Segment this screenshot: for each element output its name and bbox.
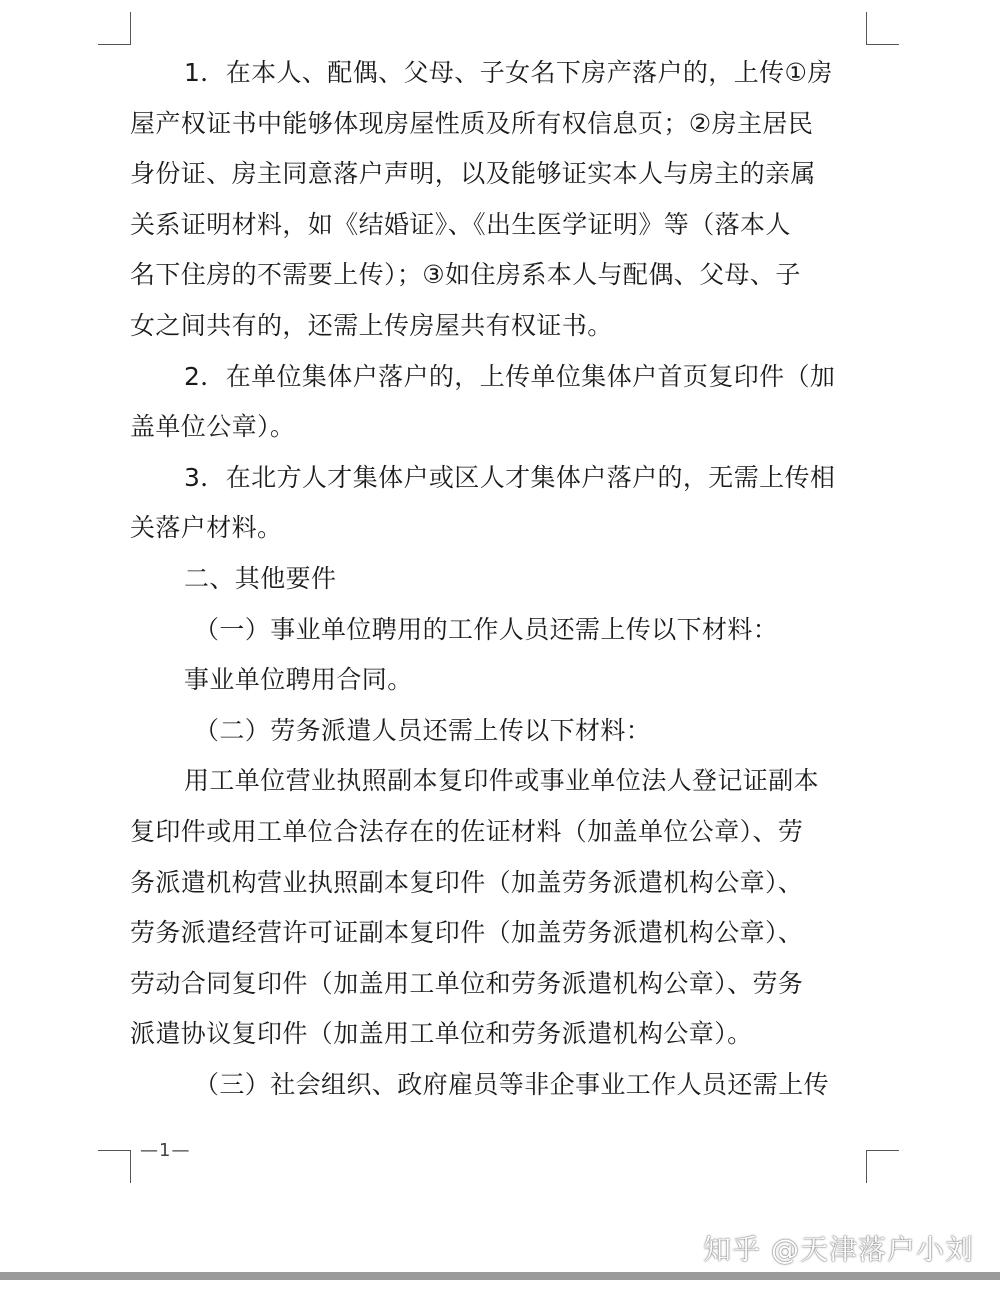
crop-mark-top-left [98,12,131,45]
text-line: 务派遣机构营业执照副本复印件（加盖劳务派遣机构公章）、 [130,867,804,897]
text-line: 名下住房的不需要上传）；③如住房系本人与配偶、父母、子 [130,260,801,290]
bottom-divider [0,1272,1000,1280]
text-line: （一）事业单位聘用的工作人员还需上传以下材料： [194,614,779,644]
text-line: （三）社会组织、政府雇员等非企事业工作人员还需上传 [194,1069,830,1099]
document-body [130,48,860,1110]
text-line: 1．在本人、配偶、父母、子女名下房产落户的，上传①房 [184,58,833,87]
text-line: 屋产权证书中能够体现房屋性质及所有权信息页；②房主居民 [130,108,814,138]
page-number: —1— [140,1140,191,1161]
crop-mark-bottom-right [866,1150,899,1183]
text-line: 事业单位聘用合同。 [184,665,413,695]
text-line: 女之间共有的，还需上传房屋共有权证书。 [130,310,613,340]
text-line: 3．在北方人才集体户或区人才集体户落户的，无需上传相 [184,462,836,492]
text-line: 复印件或用工单位合法存在的佐证材料（加盖单位公章）、劳 [130,816,804,846]
text-line: （二）劳务派遣人员还需上传以下材料： [194,715,652,745]
text-line: 劳务派遣经营许可证副本复印件（加盖劳务派遣机构公章）、 [130,918,804,948]
watermark: 知乎 @天津落户小刘 [703,1233,974,1266]
text-line: 劳动合同复印件（加盖用工单位和劳务派遣机构公章）、劳务 [130,968,804,998]
text-line: 用工单位营业执照副本复印件或事业单位法人登记证副本 [184,766,820,796]
crop-mark-top-right [866,12,899,45]
text-line: 关落户材料。 [130,513,283,543]
text-line: 2．在单位集体户落户的，上传单位集体户首页复印件（加 [184,361,836,391]
text-line: 身份证、房主同意落户声明，以及能够证实本人与房主的亲属 [130,159,816,189]
text-line: 关系证明材料，如《结婚证》、《出生医学证明》等（落本人 [130,209,791,239]
crop-mark-bottom-left [98,1150,131,1183]
text-line: 盖单位公章）。 [130,412,296,442]
text-line: 二、其他要件 [184,563,337,593]
bottom-margin [0,1280,1000,1289]
text-line: 派遣协议复印件（加盖用工单位和劳务派遣机构公章）。 [130,1019,753,1049]
